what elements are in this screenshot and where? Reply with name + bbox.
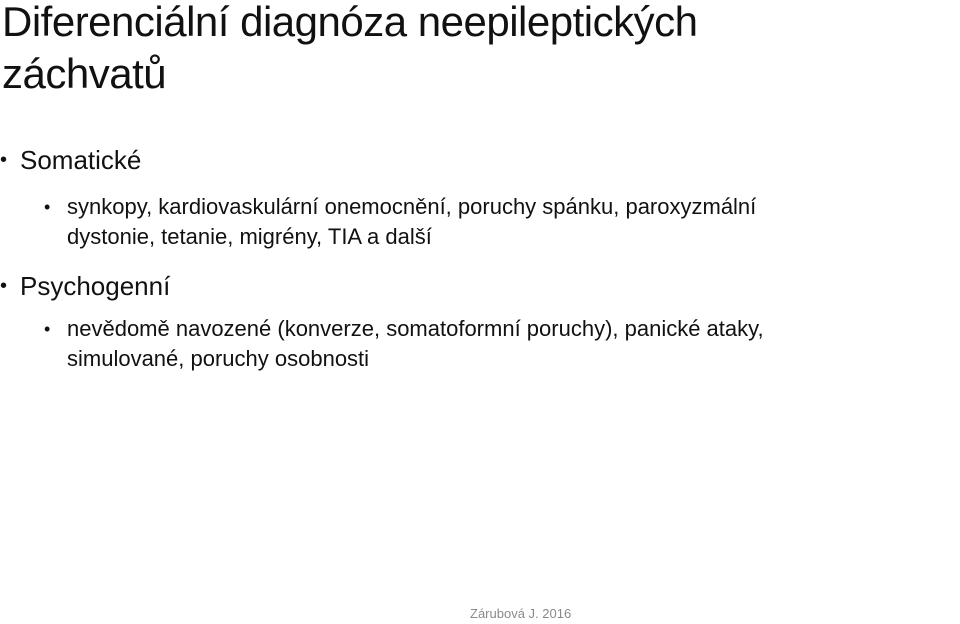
slide-title: [2, 0, 942, 100]
bullet-heading: Somatické: [20, 145, 142, 175]
bullet-icon: •: [0, 149, 8, 171]
sub-bullet-line: simulované, poruchy osobnosti: [67, 346, 370, 371]
sub-bullet-line: nevědomě navozené (konverze, somatoformní poruchy), panické ataky,: [67, 316, 764, 341]
sub-bullet-text: [67, 192, 957, 252]
sub-bullet-icon: •: [44, 319, 51, 339]
slide-title-line-1: Diferenciální diagnóza neepileptických: [2, 0, 698, 45]
bullet-heading: Psychogenní: [20, 271, 171, 301]
sub-bullet-text: [67, 314, 957, 374]
slide-title-line-2: záchvatů: [2, 50, 167, 97]
bullet-icon: •: [0, 275, 8, 297]
sub-bullet-line: synkopy, kardiovaskulární onemocnění, poruchy spánku, paroxyzmální: [67, 194, 757, 219]
sub-bullet-line: dystonie, tetanie, migrény, TIA a další: [67, 224, 432, 249]
sub-bullet-icon: •: [44, 197, 51, 217]
slide-footer: Zárubová J. 2016: [470, 606, 572, 621]
